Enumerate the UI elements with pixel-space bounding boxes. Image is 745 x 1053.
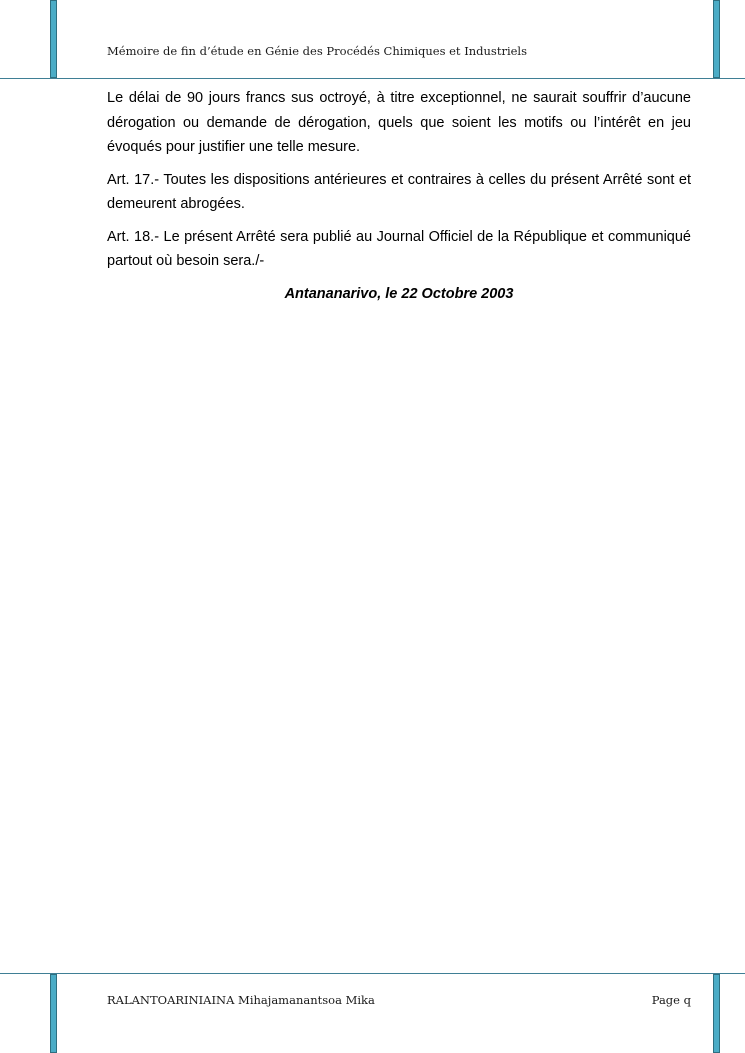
page-number: Page q: [651, 993, 691, 1007]
running-header: Mémoire de fin d’étude en Génie des Procédés Chimiques et Industriels: [107, 44, 528, 58]
header-rule: [0, 78, 745, 79]
header-right-accent-bar: [713, 0, 720, 78]
header-left-accent-bar: [50, 0, 57, 78]
footer-right-accent-bar: [713, 974, 720, 1053]
footer-author: RALANTOARINIAINA Mihajamanantsoa Mika: [107, 993, 375, 1007]
footer-rule: [0, 973, 745, 974]
paragraph-delay: Le délai de 90 jours francs sus octroyé, à titre exceptionnel, ne saurait souffrir d’aucune dérogation ou demande de dérogation, quels que soient les motifs ou l’intérêt en jeu évoqués pour justifier une telle mesure.: [107, 90, 691, 155]
place-date-signoff: Antananarivo, le 22 Octobre 2003: [284, 285, 514, 302]
paragraph-article-18: Art. 18.- Le présent Arrêté sera publié au Journal Officiel de la République et communiqué partout où besoin sera./-: [107, 228, 691, 269]
paragraph-article-17: Art. 17.- Toutes les dispositions antérieures et contraires à celles du présent Arrêté sont et demeurent abrogées.: [107, 171, 691, 212]
page-body: [107, 86, 691, 306]
footer-left-accent-bar: [50, 974, 57, 1053]
